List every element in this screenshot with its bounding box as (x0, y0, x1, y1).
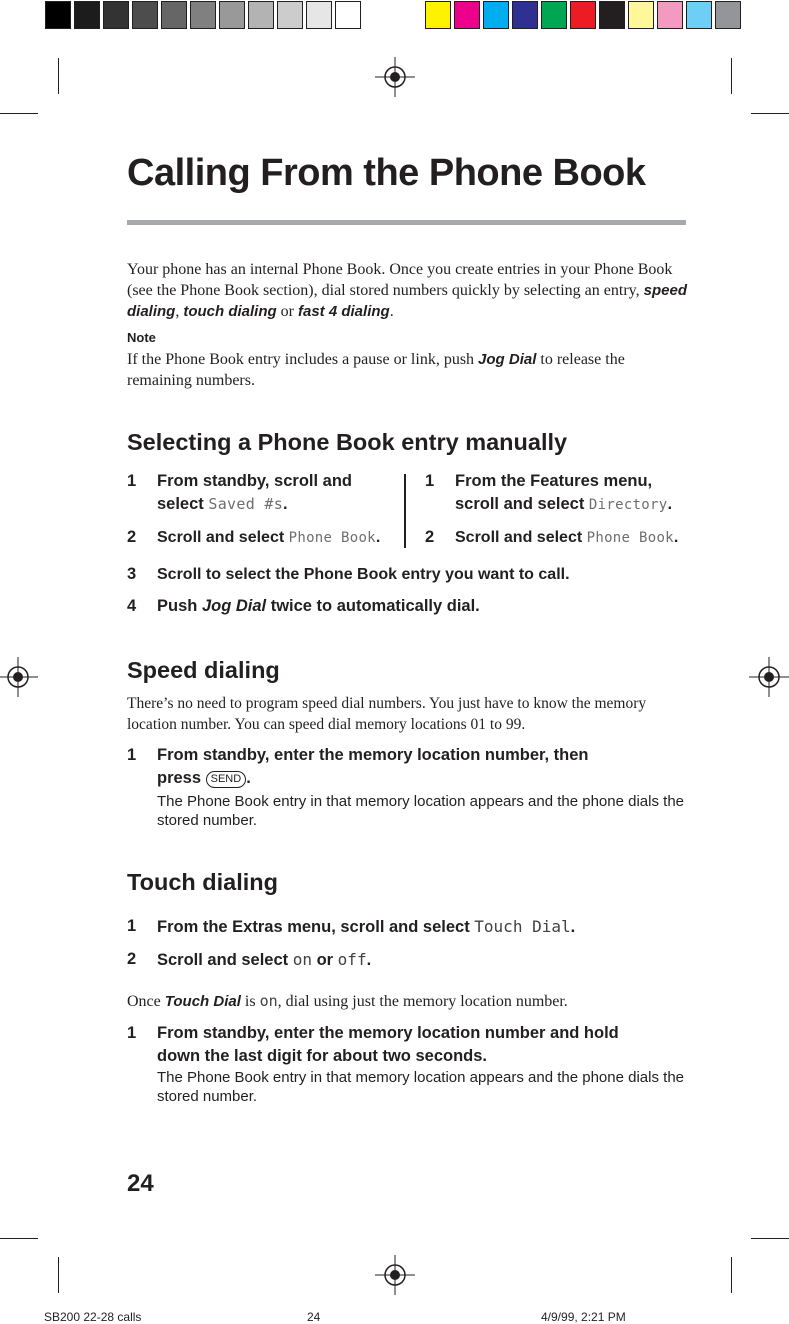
color-bar (425, 1, 744, 28)
color-swatch (657, 1, 683, 29)
gray-swatch (45, 1, 71, 29)
note-text-after: to release the remaining numbers. (127, 351, 625, 389)
step-text (157, 595, 480, 618)
display-text-on: on (292, 950, 312, 969)
display-text-touchdial: Touch Dial (474, 917, 571, 936)
display-text-on: on (259, 992, 278, 1010)
step-number: 1 (127, 746, 137, 764)
note-paragraph (127, 349, 692, 391)
step-number: 1 (127, 1024, 137, 1042)
note-label: Note (127, 330, 156, 345)
footer-file: SB200 22-28 calls (44, 1310, 142, 1324)
color-swatch (686, 1, 712, 29)
step-text (157, 948, 371, 972)
color-swatch (628, 1, 654, 29)
step-line: Scroll and select (455, 529, 587, 546)
display-text-off: off (337, 950, 367, 969)
intro-paragraph (127, 259, 692, 322)
note-text: If the Phone Book entry includes a pause or link, push (127, 351, 479, 368)
color-swatch (512, 1, 538, 29)
left-step-2 (127, 526, 402, 550)
once-text: , dial using just the memory location number. (277, 993, 568, 1010)
step-line: From standby, enter the memory location number, then (157, 746, 589, 764)
page-number: 24 (127, 1170, 154, 1197)
registration-mark-icon (375, 1255, 415, 1295)
display-text-phonebook: Phone Book (288, 530, 376, 546)
step-line: press (157, 769, 206, 787)
color-swatch (599, 1, 625, 29)
gray-swatch (277, 1, 303, 29)
gray-swatch (335, 1, 361, 29)
step-line: Push (157, 597, 202, 615)
intro-em-fast4: fast 4 dialing (298, 303, 390, 320)
step-line: scroll and select (455, 495, 589, 513)
step-text: Scroll to select the Phone Book entry you want to call. (157, 566, 570, 583)
color-swatch (483, 1, 509, 29)
step-end: . (283, 495, 288, 513)
gray-swatch (219, 1, 245, 29)
crop-mark (58, 58, 59, 94)
step-line: or (312, 951, 338, 969)
crop-mark (0, 1238, 38, 1239)
registration-mark-icon (375, 57, 415, 97)
step-4 (127, 595, 697, 619)
crop-mark (751, 113, 789, 114)
step-number: 2 (127, 528, 137, 546)
gray-swatch (74, 1, 100, 29)
once-paragraph (127, 991, 692, 1012)
gray-swatch (103, 1, 129, 29)
step-number: 2 (127, 950, 137, 968)
once-text: Once (127, 993, 165, 1010)
intro-text: Your phone has an internal Phone Book. Once you create entries in your Phone Book (see the Phone Book section), dial stored numbers quickly by selecting an entry, (127, 261, 673, 299)
display-text-saved: Saved #s (208, 495, 284, 513)
crop-mark (58, 1257, 59, 1293)
title-rule (127, 220, 686, 225)
step-end: . (366, 951, 372, 969)
jog-dial-em: Jog Dial (201, 597, 267, 615)
speed-step-1 (127, 744, 697, 834)
step-line: From standby, scroll and (157, 472, 352, 490)
step-line: Scroll and select (157, 529, 289, 546)
section-heading-touch: Touch dialing (127, 869, 278, 895)
crop-mark (731, 58, 732, 94)
touch-step-1 (127, 915, 697, 939)
gray-swatch (190, 1, 216, 29)
intro-end: . (389, 303, 394, 320)
color-swatch (425, 1, 451, 29)
speed-paragraph: There’s no need to program speed dial numbers. You just have to know the memory location number. You can speed dial memory locations 01 to 99. (127, 695, 647, 733)
footer-date: 4/9/99, 2:21 PM (541, 1310, 626, 1324)
step-number: 1 (127, 472, 137, 490)
step-text (455, 526, 678, 550)
step-text (157, 915, 575, 939)
step-line: down the last digit for about two seconds. (157, 1047, 487, 1065)
gray-swatch (132, 1, 158, 29)
color-swatch (715, 1, 741, 29)
step-text (157, 744, 697, 830)
step-subtext: The Phone Book entry in that memory location appears and the phone dials the stored number. (157, 793, 684, 829)
column-divider (404, 474, 406, 548)
step-number: 1 (425, 472, 435, 490)
registration-mark-icon (749, 657, 789, 697)
intro-em-speed: speed dialing (127, 282, 687, 320)
section-heading-manual: Selecting a Phone Book entry manually (127, 429, 568, 455)
crop-mark (731, 1257, 732, 1293)
step-number: 2 (425, 528, 435, 546)
step-end: . (375, 529, 381, 546)
gray-swatch (161, 1, 187, 29)
touch-step-2 (127, 948, 697, 972)
step-line: From standby, enter the memory location number and hold (157, 1024, 619, 1042)
step-line: twice to automatically dial. (266, 597, 480, 615)
touch-dial-em: Touch Dial (164, 993, 241, 1010)
intro-sep: or (276, 303, 298, 320)
color-swatch (570, 1, 596, 29)
display-text-phonebook: Phone Book (586, 530, 674, 546)
step-end: . (570, 918, 576, 936)
note-em: Jog Dial (478, 351, 537, 368)
step-number: 3 (127, 565, 137, 583)
touch-step-3 (127, 1022, 697, 1112)
step-end: . (246, 769, 251, 787)
color-swatch (454, 1, 480, 29)
footer-page: 24 (307, 1310, 321, 1324)
step-end: . (667, 495, 673, 513)
left-step-1 (127, 470, 397, 520)
once-text: is (240, 993, 260, 1010)
page-title: Calling From the Phone Book (127, 152, 646, 194)
color-swatch (541, 1, 567, 29)
registration-mark-icon (0, 657, 38, 697)
right-step-1 (425, 470, 705, 520)
step-3 (127, 563, 697, 587)
send-key-icon: SEND (206, 771, 247, 788)
grayscale-bar (45, 1, 364, 28)
section-heading-speed: Speed dialing (127, 657, 280, 683)
step-end: . (673, 529, 679, 546)
step-line: From the Features menu, (455, 472, 653, 490)
right-step-2 (425, 526, 705, 550)
step-text (157, 526, 380, 550)
intro-sep: , (175, 303, 184, 320)
gray-swatch (248, 1, 274, 29)
step-number: 1 (127, 917, 137, 935)
step-line: From the Extras menu, scroll and select (157, 918, 475, 936)
gray-swatch (306, 1, 332, 29)
step-line: Scroll and select (157, 951, 293, 969)
step-subtext: The Phone Book entry in that memory location appears and the phone dials the stored number. (157, 1069, 684, 1105)
step-text (455, 470, 672, 517)
step-line: select (157, 495, 209, 513)
crop-mark (751, 1238, 789, 1239)
step-text (157, 1022, 702, 1106)
crop-mark (0, 113, 38, 114)
step-number: 4 (127, 597, 137, 615)
step-text (157, 470, 352, 516)
intro-em-touch: touch dialing (183, 303, 277, 320)
display-text-directory: Directory (588, 497, 668, 513)
